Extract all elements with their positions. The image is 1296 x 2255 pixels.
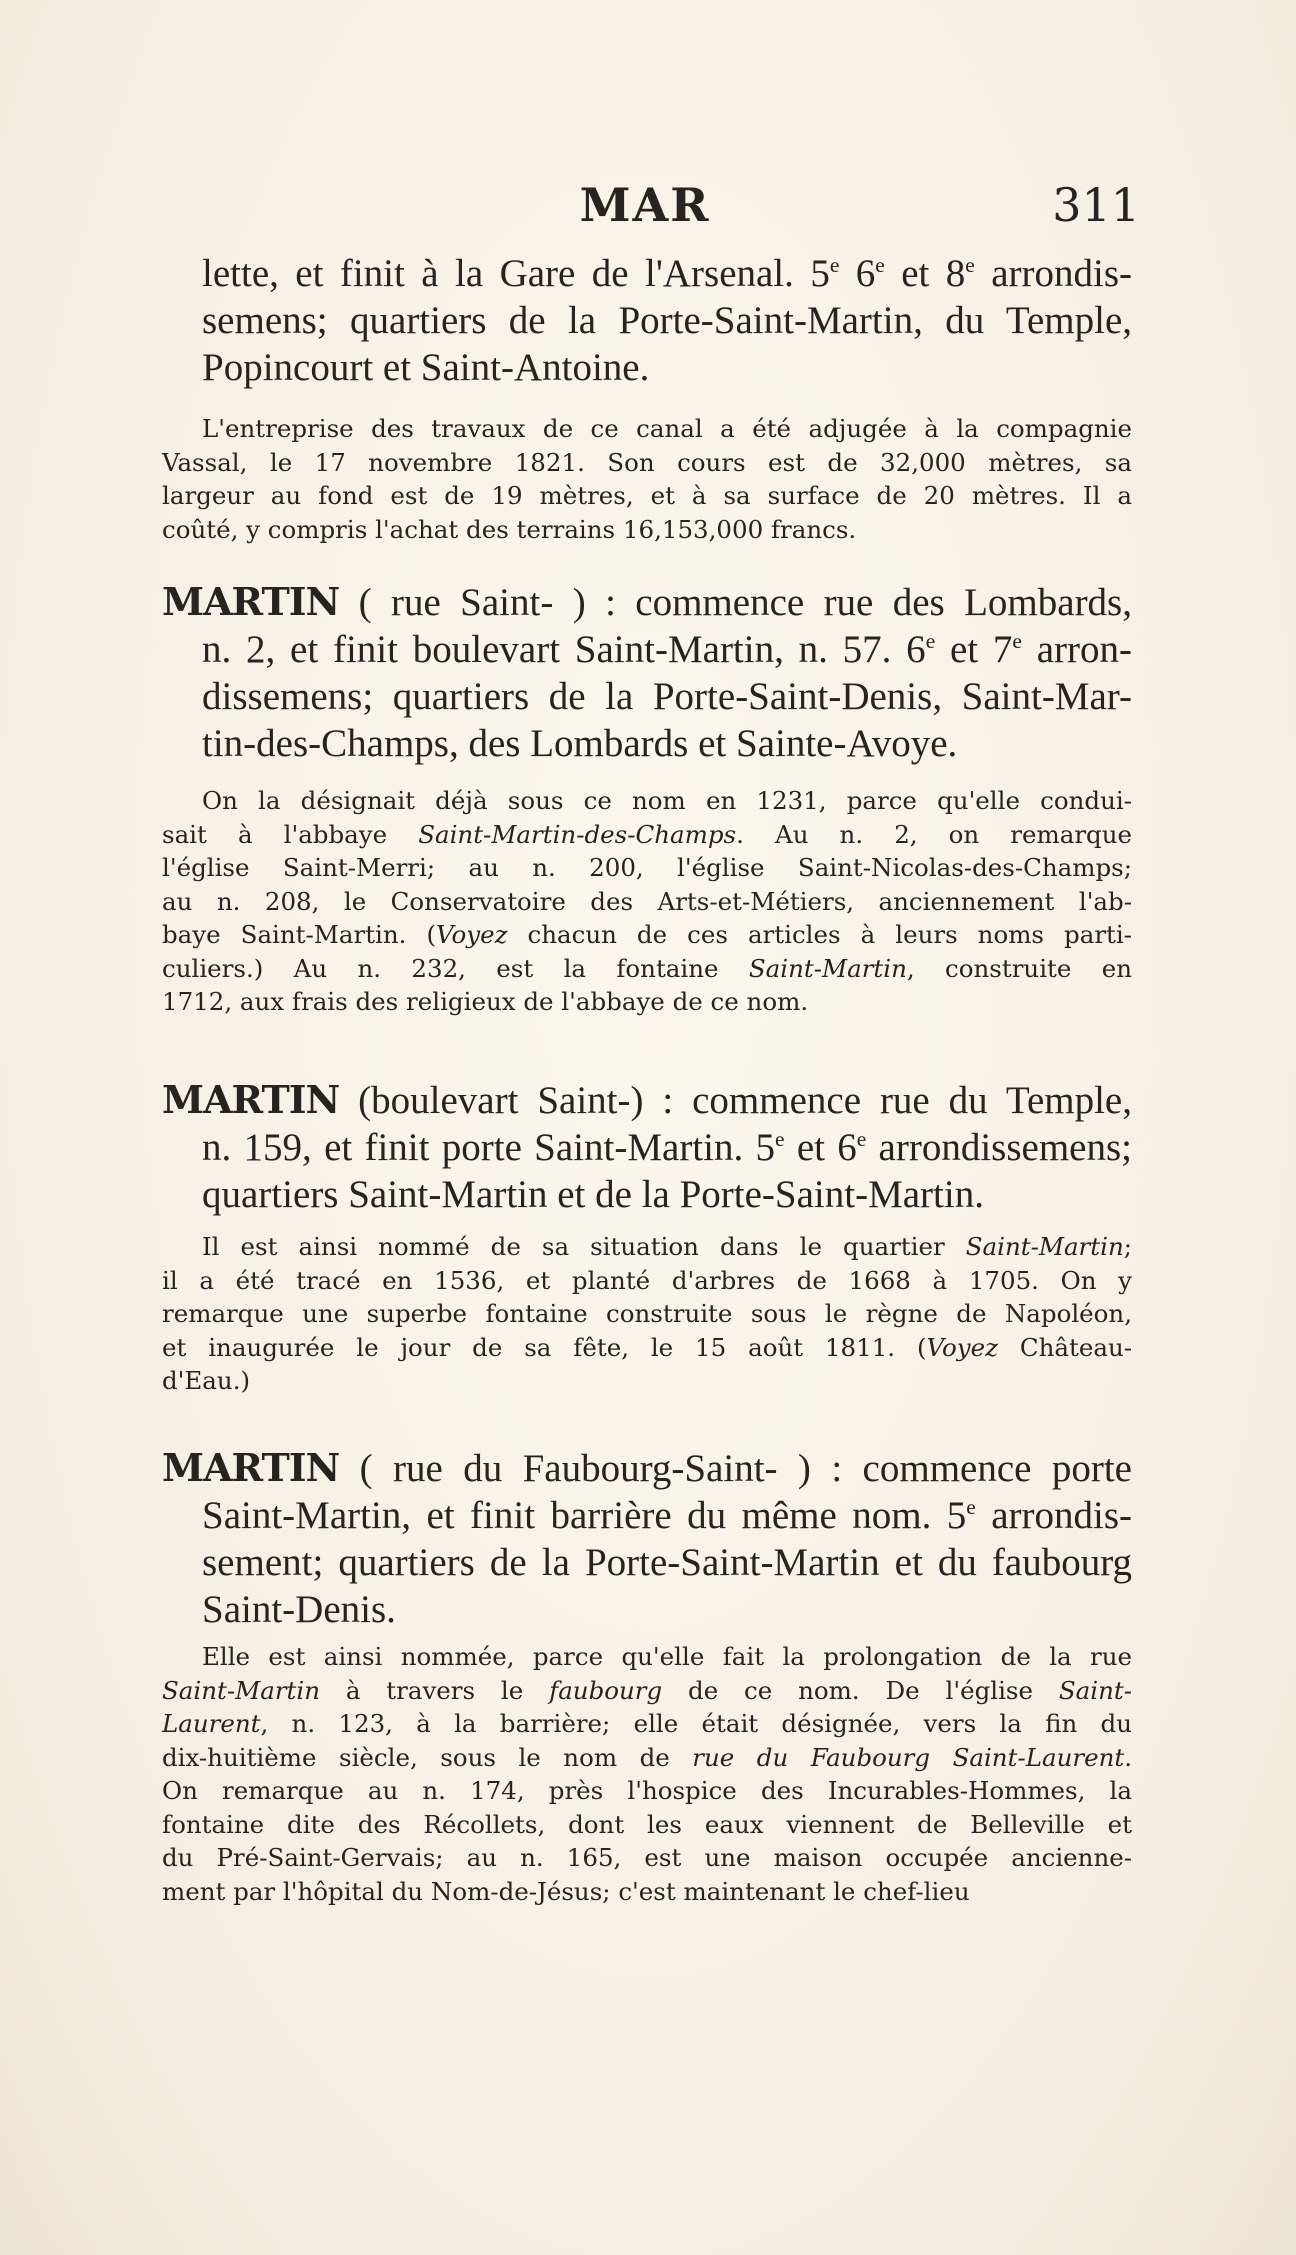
entry-note (162, 1230, 1132, 1398)
entry-heading (162, 1444, 1132, 1633)
text-line: d'Eau.) (162, 1366, 251, 1395)
text-line: 1712, aux frais des religieux de l'abbaye de ce nom. (162, 987, 809, 1016)
text-line: semens; quartiers de la Porte-Saint-Martin, du Temple, (202, 299, 1132, 342)
entry-heading (162, 578, 1132, 767)
text-line: quartiers Saint-Martin et de la Porte-Saint-Martin. (202, 1173, 984, 1216)
text-line: coûté, y compris l'achat des terrains 16,153,000 francs. (162, 514, 857, 544)
text-line: dissemens; quartiers de la Porte-Saint-Denis, Saint-Mar- (202, 675, 1132, 718)
text-line: lette, et finit à la Gare de l'Arsenal. 5e 6e et 8e arrondis- (202, 252, 1133, 295)
headword: MARTIN (162, 1077, 340, 1122)
entry-note (162, 1640, 1132, 1908)
text-line: du Pré-Saint-Gervais; au n. 165, est une maison occupée ancienne- (162, 1843, 1132, 1872)
running-head (150, 178, 1140, 238)
text-line: sement; quartiers de la Porte-Saint-Martin et du faubourg (202, 1541, 1132, 1584)
text-line: On la désignait déjà sous ce nom en 1231, parce qu'elle condui- (202, 786, 1132, 815)
headword: MARTIN (162, 1445, 340, 1490)
text-line: Vassal, le 17 novembre 1821. Son cours est de 32,000 mètres, sa (162, 447, 1132, 477)
text-line: l'église Saint-Merri; au n. 200, l'église Saint-Nicolas-des-Champs; (162, 853, 1132, 882)
entry-note (162, 412, 1132, 546)
text-line: n. 2, et finit boulevart Saint-Martin, n. 57. 6e et 7e arron- (202, 628, 1132, 671)
text-line: sait à l'abbaye Saint-Martin-des-Champs. Au n. 2, on remarque (162, 819, 1132, 849)
text-line: Laurent, n. 123, à la barrière; elle était désignée, vers la fin du (162, 1709, 1132, 1738)
text-line: Saint-Martin, et finit barrière du même nom. 5e arrondis- (202, 1494, 1132, 1537)
text-line: remarque une superbe fontaine construite sous le règne de Napoléon, (162, 1299, 1132, 1328)
text-line: Saint-Denis. (202, 1588, 396, 1631)
text-line: dix-huitième siècle, sous le nom de rue du Faubourg Saint-Laurent. (162, 1742, 1132, 1772)
text-line: MARTIN ( rue Saint- ) : commence rue des Lombards, (162, 579, 1132, 624)
text-line: et inaugurée le jour de sa fête, le 15 août 1811. (Voyez Château- (162, 1332, 1132, 1362)
text-line: largeur au fond est de 19 mètres, et à sa surface de 20 mètres. Il a (162, 481, 1132, 510)
text-line: fontaine dite des Récollets, dont les eaux viennent de Belleville et (162, 1809, 1132, 1839)
text-line: L'entreprise des travaux de ce canal a été adjugée à la compagnie (202, 414, 1132, 443)
text-line: MARTIN (boulevart Saint-) : commence rue du Temple, (162, 1077, 1132, 1122)
text-line: tin-des-Champs, des Lombards et Sainte-Avoye. (202, 722, 958, 765)
text-line: n. 159, et finit porte Saint-Martin. 5e et 6e arrondissemens; (202, 1126, 1132, 1169)
text-line: il a été tracé en 1536, et planté d'arbres de 1668 à 1705. On y (162, 1265, 1132, 1295)
text-line: au n. 208, le Conservatoire des Arts-et-Métiers, anciennement l'ab- (162, 886, 1132, 916)
text-line: On remarque au n. 174, près l'hospice des Incurables-Hommes, la (162, 1776, 1132, 1805)
text-line: Elle est ainsi nommée, parce qu'elle fait la prolongation de la rue (202, 1642, 1132, 1671)
text-line: MARTIN ( rue du Faubourg-Saint- ) : commence porte (162, 1445, 1132, 1490)
text-line: baye Saint-Martin. (Voyez chacun de ces articles à leurs noms parti- (162, 920, 1132, 949)
entry-heading (162, 1076, 1132, 1218)
entry-text (162, 250, 1132, 391)
text-line: ment par l'hôpital du Nom-de-Jésus; c'est maintenant le chef-lieu (162, 1876, 970, 1906)
text-line: Saint-Martin à travers le faubourg de ce nom. De l'église Saint- (162, 1675, 1132, 1705)
text-line: culiers.) Au n. 232, est la fontaine Saint-Martin, construite en (162, 953, 1133, 983)
headword: MARTIN (162, 579, 340, 624)
text-line: Il est ainsi nommé de sa situation dans le quartier Saint-Martin; (202, 1232, 1132, 1261)
entry-note (162, 784, 1132, 1019)
page-number: 311 (1052, 178, 1140, 232)
running-title: MAR (579, 178, 711, 232)
text-line: Popincourt et Saint-Antoine. (202, 346, 650, 389)
